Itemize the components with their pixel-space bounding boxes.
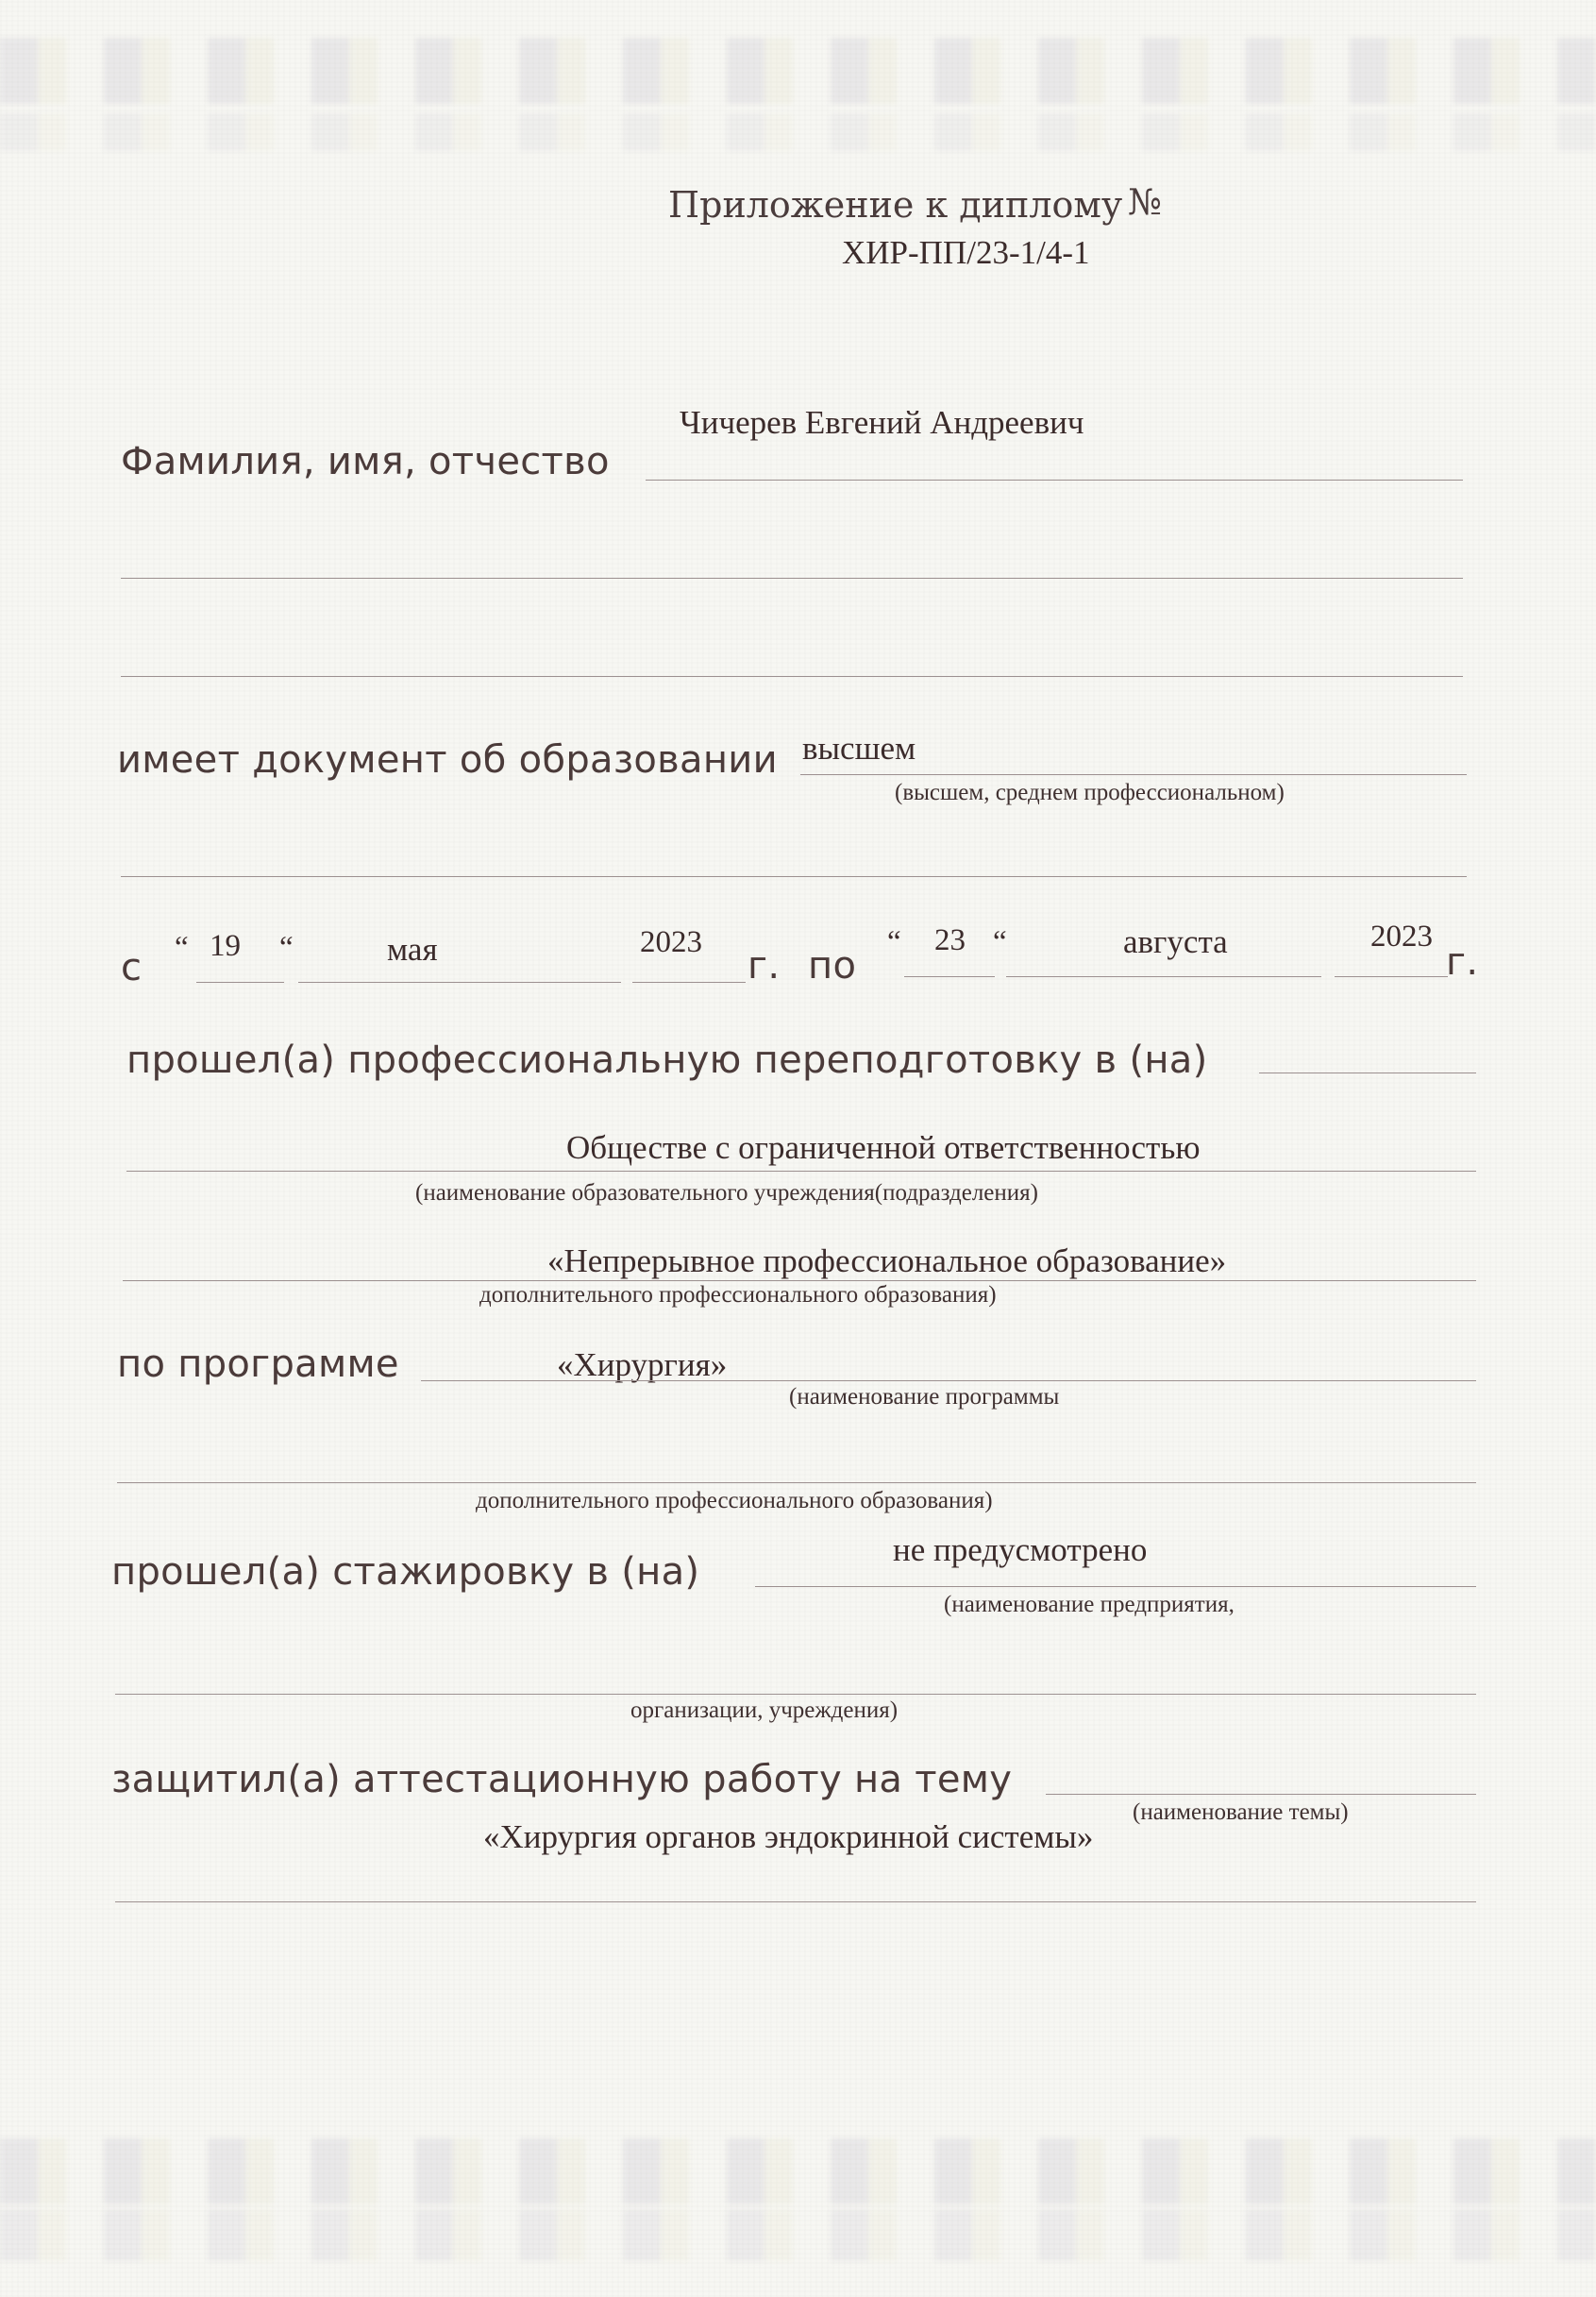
period-from-day: 19	[210, 929, 241, 963]
retraining-org-line2: «Непрерывное профессиональное образование»	[547, 1242, 1227, 1279]
thesis-value: «Хирургия органов эндокринной системы»	[483, 1818, 1094, 1855]
period-from-year-suffix: г.	[748, 944, 781, 988]
internship-value: не предусмотрено	[893, 1531, 1148, 1568]
decorative-band-top	[0, 38, 1596, 104]
from-month-underline	[298, 982, 621, 983]
decorative-band-top-secondary	[0, 113, 1596, 151]
header-number: ХИР-ПП/23-1/4-1	[842, 234, 1090, 271]
program-hint1: (наименование программы	[789, 1384, 1060, 1410]
program-value: «Хирургия»	[557, 1346, 728, 1383]
from-day-underline	[196, 982, 284, 983]
period-to-year-suffix: г.	[1446, 940, 1479, 984]
fio-label: Фамилия, имя, отчество	[121, 440, 610, 483]
period-to-label: по	[808, 944, 857, 988]
retraining-hint2: дополнительного профессионального образования)	[479, 1282, 997, 1308]
thesis-label: защитил(а) аттестационную работу на тему	[111, 1758, 1013, 1801]
retraining-hint1: (наименование образовательного учреждения(подразделения)	[415, 1180, 1038, 1206]
fio-underline	[646, 480, 1463, 481]
period-to-month: августа	[1123, 923, 1228, 960]
period-from-year: 2023	[640, 925, 702, 959]
program-hint2: дополнительного профессионального образования)	[476, 1488, 993, 1513]
period-to-day: 23	[934, 923, 966, 957]
education-label: имеет документ об образовании	[117, 738, 778, 782]
blank-line-2	[121, 676, 1463, 677]
retraining-underline	[1259, 1072, 1476, 1073]
blank-line-3	[121, 876, 1467, 877]
period-from-open-quote: “	[175, 931, 189, 965]
period-to-open-quote: “	[887, 925, 901, 959]
period-from-label: с	[121, 946, 143, 989]
header-title: Приложение к диплому	[668, 184, 1123, 226]
internship-line2-underline	[115, 1694, 1476, 1695]
retraining-org-line1-underline	[126, 1171, 1476, 1172]
header-number-sign: №	[1128, 181, 1162, 223]
period-to-year: 2023	[1370, 920, 1433, 954]
period-from-close-quote: “	[279, 931, 294, 965]
to-day-underline	[904, 976, 995, 977]
thesis-line2-underline	[115, 1901, 1476, 1902]
program-line2-underline	[117, 1482, 1476, 1483]
retraining-org-line2-underline	[123, 1280, 1476, 1281]
internship-hint1: (наименование предприятия,	[944, 1592, 1235, 1617]
education-value: высшем	[802, 730, 916, 767]
education-underline	[800, 774, 1467, 775]
to-year-underline	[1335, 976, 1448, 977]
decorative-band-bottom-secondary	[0, 2209, 1596, 2261]
to-month-underline	[1006, 976, 1321, 977]
internship-hint2: организации, учреждения)	[630, 1697, 899, 1723]
retraining-label: прошел(а) профессиональную переподготовку в (на)	[126, 1039, 1208, 1082]
thesis-underline	[1046, 1794, 1476, 1795]
internship-label: прошел(а) стажировку в (на)	[111, 1550, 700, 1594]
from-year-underline	[632, 982, 746, 983]
blank-line-1	[121, 578, 1463, 579]
program-label: по программе	[117, 1343, 399, 1386]
thesis-hint: (наименование темы)	[1133, 1799, 1349, 1825]
period-from-month: мая	[387, 931, 438, 968]
decorative-band-bottom	[0, 2138, 1596, 2204]
fio-value: Чичерев Евгений Андреевич	[680, 404, 1084, 441]
period-to-close-quote: “	[993, 925, 1007, 959]
internship-underline	[755, 1586, 1476, 1587]
retraining-org-line1: Обществе с ограниченной ответственностью	[566, 1129, 1201, 1166]
program-underline	[421, 1380, 1476, 1381]
education-hint: (высшем, среднем профессиональном)	[895, 780, 1285, 805]
